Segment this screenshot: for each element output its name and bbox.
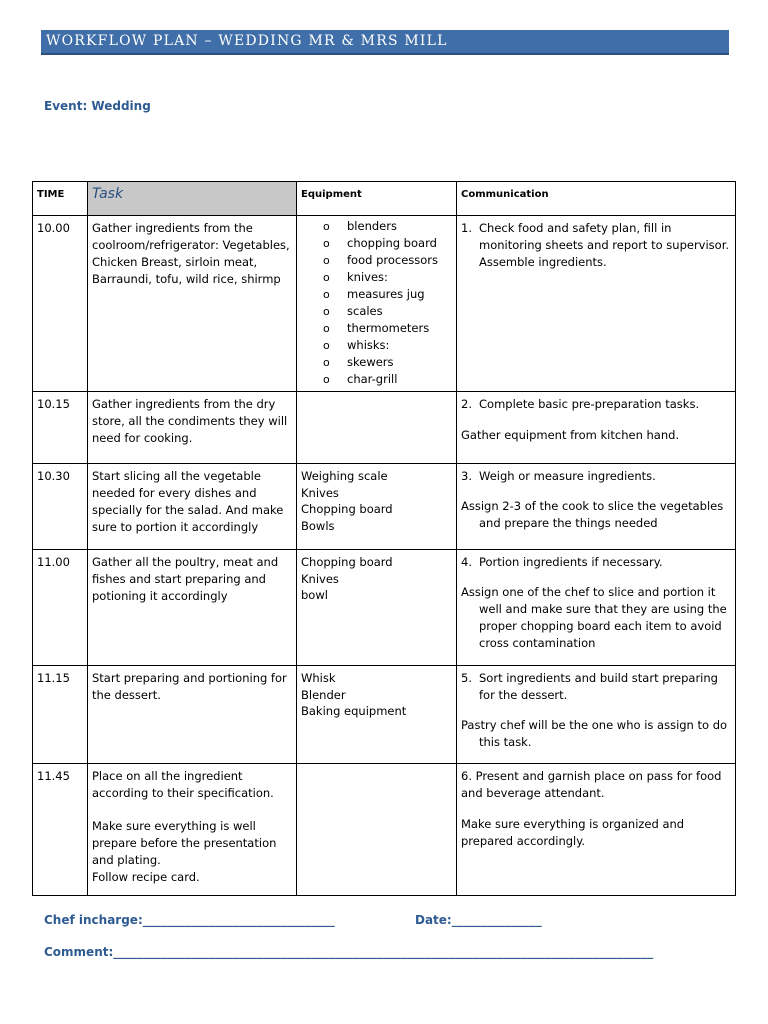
list-item: o knives: xyxy=(323,270,388,284)
comment-field: Comment:__________________________________________________________________________________________ xyxy=(44,945,654,959)
row-equipment: Weighing scale Knives Chopping board Bowls xyxy=(297,464,457,550)
row-communication: 2. Complete basic pre-preparation tasks. Gather equipment from kitchen hand. xyxy=(457,392,736,464)
list-item: o skewers xyxy=(323,355,394,369)
row-equipment xyxy=(297,764,457,896)
header-communication: Communication xyxy=(457,182,736,216)
document-title: WORKFLOW PLAN – WEDDING MR & MRS MILL xyxy=(46,33,448,49)
table-header-row xyxy=(33,182,736,216)
row-task: Gather ingredients from the coolroom/refrigerator: Vegetables, Chicken Breast, sirloin meat, Barraundi, tofu, wild rice, shirmp xyxy=(88,216,297,392)
row-task: Gather all the poultry, meat and fishes and start preparing and potioning it accordingly xyxy=(88,550,297,666)
table-row xyxy=(33,392,736,464)
row-equipment: Chopping board Knives bowl xyxy=(297,550,457,666)
row-time: 10.15 xyxy=(33,392,88,464)
list-item: o char-grill xyxy=(323,372,398,386)
list-item: o whisks: xyxy=(323,338,390,352)
table-row xyxy=(33,216,736,392)
row-equipment xyxy=(297,216,457,392)
row-time: 11.00 xyxy=(33,550,88,666)
workflow-table xyxy=(32,181,736,896)
title-bar xyxy=(41,30,729,55)
row-communication: 4. Portion ingredients if necessary. Assign one of the chef to slice and portion it well and make sure that they are using the proper chopping board each item to avoid cross contamination xyxy=(457,550,736,666)
list-item: o measures jug xyxy=(323,287,425,301)
list-item: o food processors xyxy=(323,253,439,267)
table-row xyxy=(33,550,736,666)
row-task: Place on all the ingredient according to their specification. Make sure everything is well prepare before the presentation and plating. Follow recipe card. xyxy=(88,764,297,896)
list-item: o scales xyxy=(323,304,383,318)
row-communication: 6. Present and garnish place on pass for food and beverage attendant. Make sure everything is organized and prepared accordingly. xyxy=(457,764,736,896)
table-row xyxy=(33,666,736,764)
row-time: 11.45 xyxy=(33,764,88,896)
row-time: 10.00 xyxy=(33,216,88,392)
date-field: Date:_______________ xyxy=(415,913,542,927)
table-row xyxy=(33,464,736,550)
row-equipment: Whisk Blender Baking equipment xyxy=(297,666,457,764)
table-row xyxy=(33,764,736,896)
row-equipment xyxy=(297,392,457,464)
row-task: Start slicing all the vegetable needed for every dishes and specially for the salad. And make sure to portion it accordingly xyxy=(88,464,297,550)
list-item: o blenders xyxy=(323,219,397,233)
header-time: TIME xyxy=(33,182,88,216)
list-item: o thermometers xyxy=(323,321,430,335)
chef-incharge-field: Chef incharge:________________________________ xyxy=(44,913,335,927)
row-communication: 5. Sort ingredients and build start preparing for the dessert. Pastry chef will be the one who is assign to do this task. xyxy=(457,666,736,764)
row-time: 11.15 xyxy=(33,666,88,764)
row-task: Start preparing and portioning for the dessert. xyxy=(88,666,297,764)
event-label: Event: Wedding xyxy=(44,99,151,113)
header-task: Task xyxy=(88,182,297,216)
list-item: o chopping board xyxy=(323,236,437,250)
row-communication: 3. Weigh or measure ingredients. Assign 2-3 of the cook to slice the vegetables and prepare the things needed xyxy=(457,464,736,550)
row-time: 10.30 xyxy=(33,464,88,550)
row-communication: 1. Check food and safety plan, fill in monitoring sheets and report to supervisor. Assemble ingredients. xyxy=(457,216,736,392)
row-task: Gather ingredients from the dry store, all the condiments they will need for cooking. xyxy=(88,392,297,464)
header-equipment: Equipment xyxy=(297,182,457,216)
